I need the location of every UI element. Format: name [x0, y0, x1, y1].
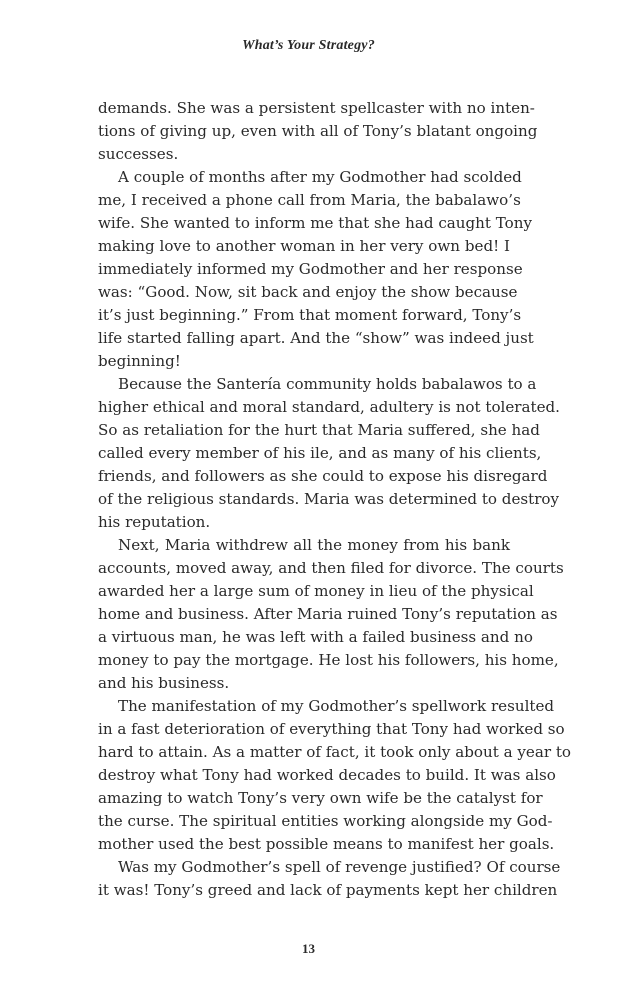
paragraph [98, 695, 572, 856]
text-line: making love to another woman in her very own bed! I [98, 237, 510, 255]
text-line: Next, Maria withdrew all the money from his bank [118, 536, 510, 554]
text-line: the curse. The spiritual entities working alongside my God- [98, 812, 553, 830]
text-line: it was! Tony’s greed and lack of payments kept her children [98, 881, 558, 899]
text-line: destroy what Tony had worked decades to build. It was also [98, 766, 556, 784]
paragraph [98, 856, 561, 902]
text-line: a virtuous man, he was left with a failed business and no [98, 628, 533, 646]
text-line: successes. [98, 145, 179, 163]
text-line: Because the Santería community holds babalawos to a [118, 375, 537, 393]
text-line: accounts, moved away, and then filed for divorce. The courts [98, 559, 564, 577]
text-line: beginning! [98, 352, 181, 370]
text-line: was: “Good. Now, sit back and enjoy the show because [98, 283, 518, 301]
text-line: awarded her a large sum of money in lieu of the physical [98, 582, 534, 600]
text-line: amazing to watch Tony’s very own wife be the catalyst for [98, 789, 543, 807]
text-line: home and business. After Maria ruined Tony’s reputation as [98, 605, 558, 623]
text-line: mother used the best possible means to manifest her goals. [98, 835, 555, 853]
text-line: wife. She wanted to inform me that she had caught Tony [98, 214, 532, 232]
text-line: The manifestation of my Godmother’s spellwork resulted [118, 697, 555, 715]
body-text [98, 97, 572, 902]
running-head: What’s Your Strategy? [242, 38, 375, 53]
text-line: his reputation. [98, 513, 211, 531]
text-line: it’s just beginning.” From that moment forward, Tony’s [98, 306, 522, 324]
text-line: demands. She was a persistent spellcaster with no inten- [98, 99, 535, 117]
text-line: Was my Godmother’s spell of revenge justified? Of course [118, 858, 561, 876]
text-line: and his business. [98, 674, 230, 692]
page-number: 13 [302, 941, 315, 956]
text-line: called every member of his ile, and as many of his clients, [98, 444, 542, 462]
text-line: immediately informed my Godmother and her response [98, 260, 523, 278]
text-line: higher ethical and moral standard, adultery is not tolerated. [98, 398, 560, 416]
text-line: friends, and followers as she could to expose his disregard [98, 467, 548, 485]
text-line: of the religious standards. Maria was determined to destroy [98, 490, 560, 508]
text-line: hard to attain. As a matter of fact, it took only about a year to [98, 743, 572, 761]
paragraph [98, 373, 560, 534]
text-line: So as retaliation for the hurt that Maria suffered, she had [98, 421, 540, 439]
text-line: in a fast deterioration of everything that Tony had worked so [98, 720, 565, 738]
text-line: life started falling apart. And the “show” was indeed just [98, 329, 534, 347]
text-line: me, I received a phone call from Maria, the babalawo’s [98, 191, 521, 209]
paragraph [98, 534, 564, 695]
paragraph [98, 166, 534, 373]
text-line: A couple of months after my Godmother had scolded [118, 168, 522, 186]
text-line: money to pay the mortgage. He lost his followers, his home, [98, 651, 559, 669]
paragraph [98, 97, 538, 166]
text-line: tions of giving up, even with all of Tony’s blatant ongoing [98, 122, 538, 140]
